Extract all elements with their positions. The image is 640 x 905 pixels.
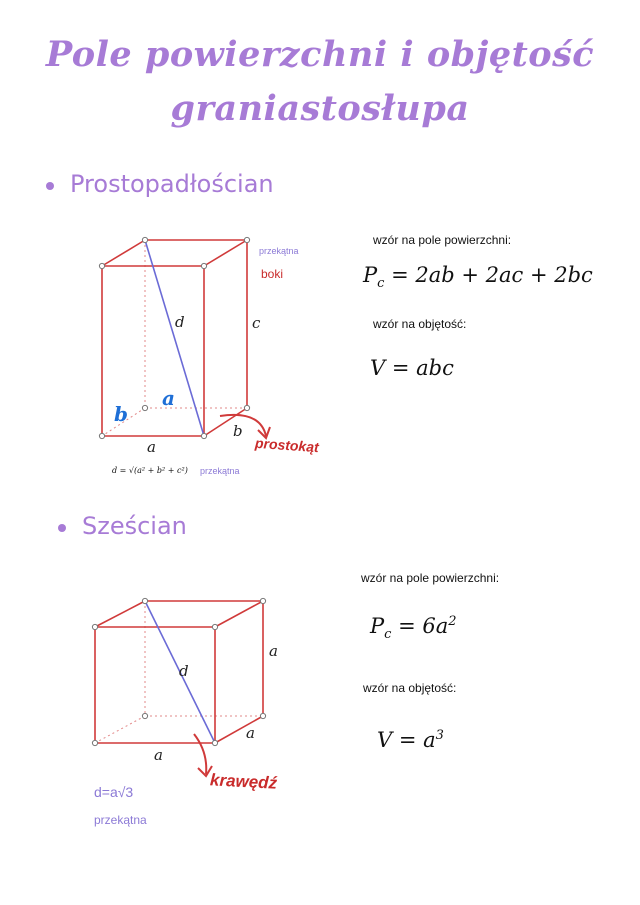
annotation-rectangle: prostokąt [254,434,320,456]
blue-mark-b: b [114,402,128,426]
cube-label-a-depth: a [246,724,255,742]
cube-diagram [84,592,324,792]
cube-diagonal-label: przekątna [94,813,147,827]
cuboid-label-b: b [233,422,243,440]
annotation-diagonal: przekątna [259,246,299,256]
page-title-line-2: graniastosłupa [170,88,470,129]
blue-mark-a: a [162,386,175,410]
annotation-edge: krawędź [209,770,278,793]
annotation-diagonal-bottom: przekątna [200,466,240,476]
cuboid-label-d: d [175,313,185,331]
cube-label-a-right: a [269,642,278,660]
red-arrow-icon [220,415,266,436]
cube-diagonal-formula: d=a√3 [94,784,134,800]
bullet-icon [58,524,66,532]
cube-volume-formula-label: wzór na objętość: [363,681,457,695]
area-formula: $P_c = 2ab + 2ac + 2bc$ [363,263,593,292]
red-arrow-icon [194,734,206,774]
cube-label-d: d [179,662,189,680]
area-formula-label: wzór na pole powierzchni: [373,233,512,247]
cuboid-label-c: c [252,314,261,332]
diagonal-formula: d = √(a² + b² + c²) [112,466,188,475]
volume-formula: V = abc [370,356,454,380]
bullet-icon [46,182,54,190]
cube-label-a-bottom: a [154,746,163,764]
cube-volume-formula: $V = a^3$ [377,728,444,752]
page-title-line-1: Pole powierzchni i objętość [45,34,595,75]
section-heading-cuboid: Prostopadłościan [70,170,274,198]
section-heading-cube: Sześcian [82,512,187,540]
annotation-sides: boki [261,267,284,281]
cube-area-formula: $P_c = 6a^2$ [370,614,457,643]
cuboid-label-a: a [147,438,156,456]
cube-area-formula-label: wzór na pole powierzchni: [361,571,500,585]
volume-formula-label: wzór na objętość: [373,317,467,331]
